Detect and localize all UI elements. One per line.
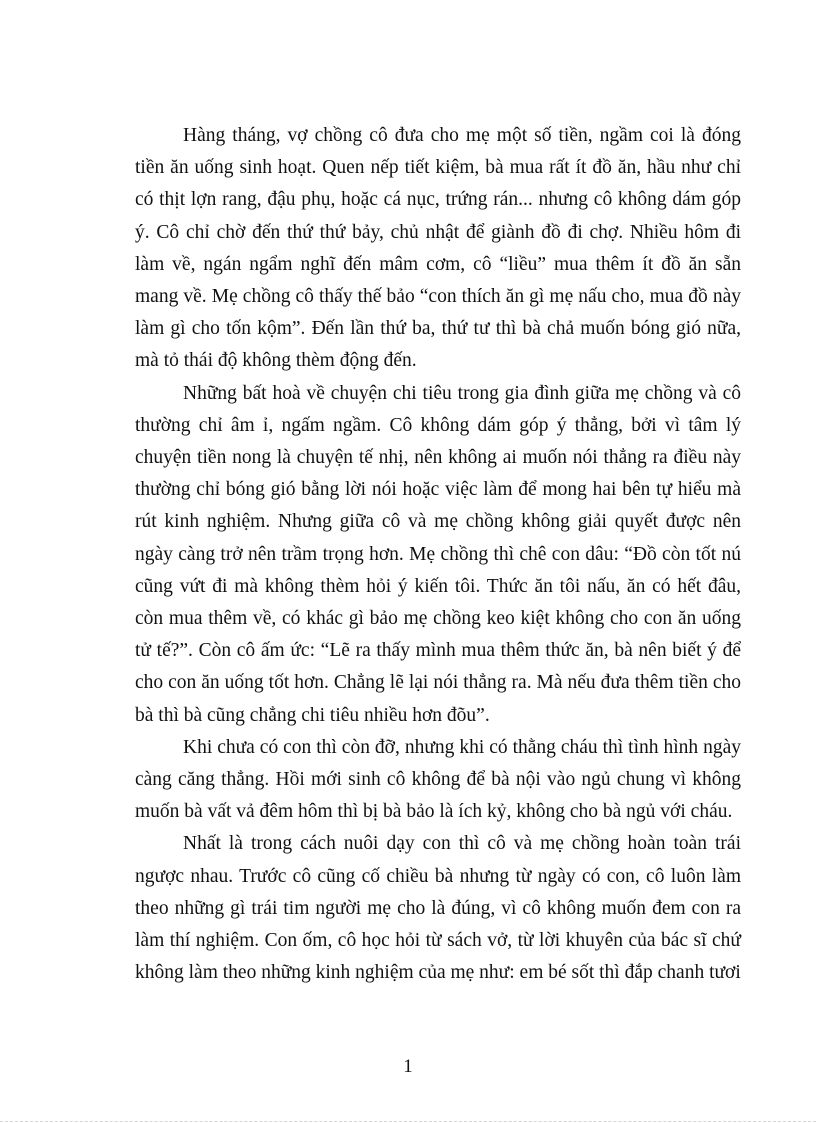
paragraph-2: Những bất hoà về chuyện chi tiêu trong gia đình giữa mẹ chồng và cô thường chỉ âm ỉ, ngấm ngầm. Cô không dám góp ý thẳng, bởi vì tâm lý chuyện tiền nong là chuyện tế nhị, nên không ai muốn nói thẳng ra điều này thường chỉ bóng gió bằng lời nói hoặc việc làm để mong hai bên tự hiểu mà rút kinh nghiệm. Nhưng giữa cô và mẹ chồng không giải quyết được nên ngày càng trở nên trầm trọng hơn. Mẹ chồng thì chê con dâu: “Đồ còn tốt nú cũng vứt đi mà không thèm hỏi ý kiến tôi. Thức ăn tôi nấu, ăn có hết đâu, còn mua thêm về, có khác gì bảo mẹ chồng keo kiệt không cho con ăn uống tử tế?”. Còn cô ấm ức: “Lẽ ra thấy mình mua thêm thức ăn, bà nên biết ý để cho con ăn uống tốt hơn. Chẳng lẽ lại nói thẳng ra. Mà nếu đưa thêm tiền cho bà thì bà cũng chẳng chi tiêu nhiều hơn đõu”. — [135, 382, 741, 726]
paragraph-1: Hàng tháng, vợ chồng cô đưa cho mẹ một số tiền, ngầm coi là đóng tiền ăn uống sinh hoạt. Quen nếp tiết kiệm, bà mua rất ít đồ ăn, hầu như chỉ có thịt lợn rang, đậu phụ, hoặc cá nục, trứng rán... nhưng cô không dám góp ý. Cô chỉ chờ đến thứ thứ bảy, chủ nhật để giành đồ đi chợ. Nhiều hôm đi làm về, ngán ngẩm nghĩ đến mâm cơm, cô “liều” mua thêm ít đồ ăn sẵn mang về. Mẹ chồng cô thấy thế bảo “con thích ăn gì mẹ nấu cho, mua đồ này làm gì cho tốn kộm”. Đến lần thứ ba, thứ tư thì bà chả muốn bóng gió nữa, mà tỏ thái độ không thèm động đến. — [135, 125, 741, 372]
page-number: 1 — [403, 1056, 413, 1077]
paragraph-4: Nhất là trong cách nuôi dạy con thì cô và mẹ chồng hoàn toàn trái ngược nhau. Trước cô cũng cố chiều bà nhưng từ ngày có con, cô luôn làm theo những gì trái tim người mẹ cho là đúng, vì cô không muốn đem con ra làm thí nghiệm. Con ốm, cô học hỏi từ sách vở, từ lời khuyên của bác sĩ chứ không làm theo những kinh nghiệm của mẹ như: em bé sốt thì đắp chanh tươi — [135, 833, 741, 984]
paragraph-3: Khi chưa có con thì còn đỡ, nhưng khi có thằng cháu thì tình hình ngày càng căng thẳng. Hồi mới sinh cô không để bà nội vào ngủ chung vì không muốn bà vất vả đêm hôm thì bị bà bảo là ích kỷ, không cho bà ngủ với cháu. — [135, 736, 741, 823]
body-text — [135, 120, 741, 989]
page-bottom-edge — [0, 1121, 816, 1122]
